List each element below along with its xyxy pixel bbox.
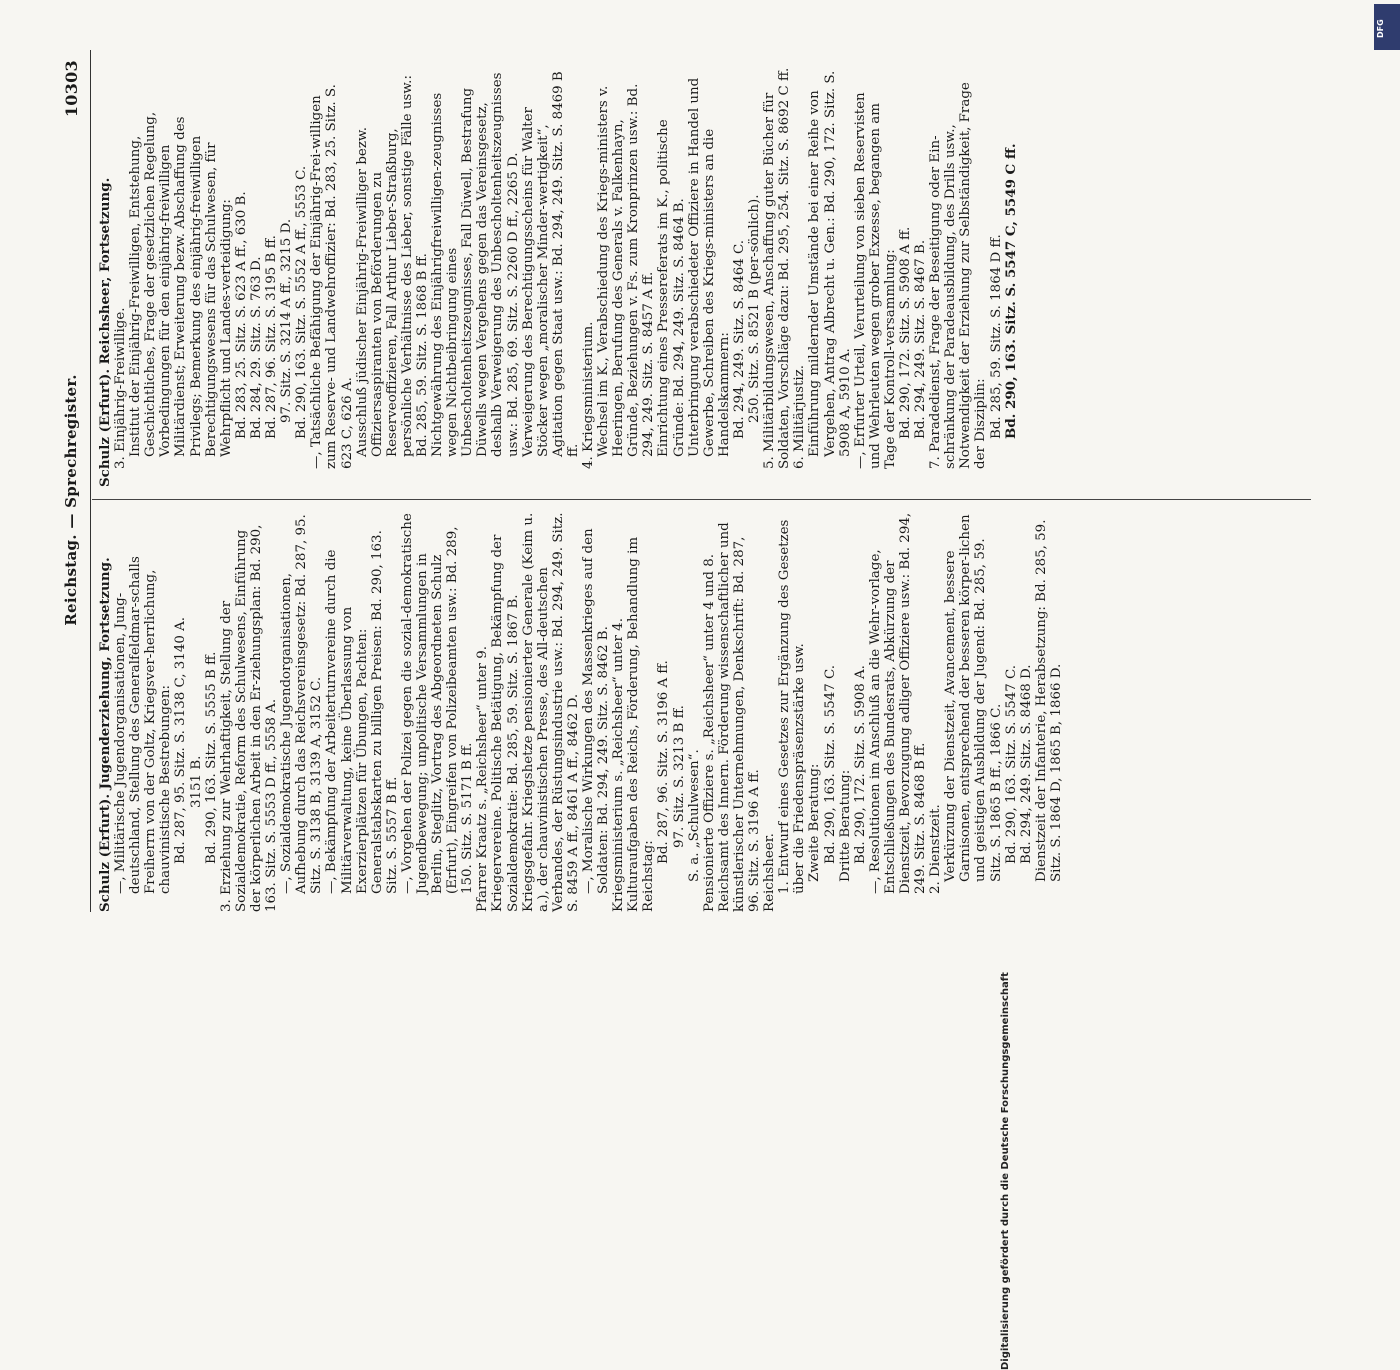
index-entry: Schulz (Erfurt). Jugenderziehung, Fortsetzung.: [97, 557, 113, 912]
index-entry: Pfarrer Kraatz s. „Reichsheer“ unter 9.: [475, 646, 491, 912]
index-entry: 3. Erziehung zur Wehrhaftigkeit, Stellung der Sozialdemokratie, Reform des Schulwesens, Einführung der körperlichen Arbeit in den Er-ziehungsplan: Bd. 290, 163. Sitz. S. 5553 D ff., 5558 A.: [218, 524, 280, 912]
index-entry: —, Moralische Wirkungen des Massenkrieges auf den Soldaten: Bd. 294, 249. Sitz. S. 8462 B.: [581, 528, 612, 894]
index-entry: Kriegsgefahr. Kriegshetze pensionierter Generale (Keim u. a.), der chauvinistischen Presse, des All-deutschen Verbandes, der Rüstungsindustrie usw.: Bd. 294, 249. Sitz. S. 8459 A ff., 8461 A ff., 8462 D.: [520, 512, 581, 912]
index-entry: Dritte Beratung:: [837, 769, 853, 882]
page-number: 10303: [62, 60, 81, 118]
index-entry: Bd. 290, 172. Sitz. S. 5908 A ff.: [897, 226, 913, 439]
index-entry: Zweite Beratung:: [807, 763, 823, 882]
index-entry: —, Resolutionen im Anschluß an die Wehr-vorlage, Entschließungen des Bundesrats, Abkürzung der Dienstzeit, Bevorzugung adliger Offiziere usw.: Bd. 294, 249. Sitz. S. 8468 B ff.: [867, 512, 929, 894]
header-rule: [90, 50, 91, 912]
index-entry: 1. Entwurf eines Gesetzes zur Ergänzung des Gesetzes über die Friedenspräsenzstärke usw.: [777, 519, 808, 894]
index-entry: Institut der Einjährig-Freiwilligen, Entstehung, Geschichtliches, Frage der gesetzlichen Regelung, Vorbedingungen für den einjährig-freiwilligen Militärdienst; Erweiterung bezw. Abschaffung des Privilegs; Bemerkung des einjährig-freiwilligen Berechtigungswesens für das Schulwesen, für Wehrpflicht und Landes-verteidigung:: [128, 111, 234, 457]
index-entry: 4. Kriegsministerium.: [581, 321, 596, 469]
index-entry: Bd. 290, 163. Sitz. S. 5555 B ff.: [203, 651, 219, 864]
index-entry: Pensionierte Offiziere s. „Reichsheer“ unter 4 und 8.: [701, 553, 717, 912]
index-entry: 2. Dienstzeit.: [928, 804, 944, 894]
index-entry: Schulz (Erfurt). Reichsheer, Fortsetzung.: [97, 177, 113, 487]
index-entry: —, Tatsächliche Befähigung der Einjährig-Frei-willigen zum Reserve- und Landwehroffizier: Bd. 283, 25. Sitz. S. 623 C, 626 A.: [309, 84, 355, 469]
index-entry: Dienstzeit der Infanterie, Herabsetzung: Bd. 285, 59. Sitz. S. 1864 D, 1865 B, 1866 D.: [1033, 519, 1064, 882]
column-divider: [92, 499, 1311, 500]
index-entry: 3151 B.: [188, 755, 204, 808]
digitization-credit: Digitalisierung gefördert durch die Deutsche Forschungsgemeinschaft: [1000, 972, 1011, 1370]
index-entry: 97. Sitz. S. 3213 B ff.: [671, 705, 687, 848]
index-entry: Kriegsministerium s. „Reichsheer“ unter 4.: [611, 618, 627, 912]
dfg-logo: [1374, 4, 1400, 50]
index-entry: Nichtgewährung des Einjährigfreiwilligen-zeugnisses wegen Nichtbeibringung eines Unbescholtenheitszeugnisses, Fall Düwell, Bestrafung Düwells wegen Vergehens gegen das Vereinsgesetz, deshalb Verweigerung des Unbescholtenheitszeugnisses usw.: Bd. 285, 69. Sitz. S. 2260 D ff., 2265 D.: [430, 72, 521, 457]
index-entry: 5. Militärbildungswesen, Anschaffung guter Bücher für Soldaten, Vorschläge dazu: Bd. 295, 254. Sitz. S. 8692 C ff.: [762, 67, 793, 469]
index-entry: Ausschluß jüdischer Einjährig-Freiwilliger bezw. Offiziersaspiranten von Beförderungen zu Reserveoffizieren, Fall Arthur Lieber-Straßburg, persönliche Verhältnisse des Lieber, sonstige Fälle usw.: Bd. 285, 59. Sitz. S. 1868 B ff.: [354, 75, 430, 457]
left-column: [98, 512, 1064, 912]
index-entry: Bd. 284, 29. Sitz. S. 763 D.: [248, 256, 264, 439]
index-entry: Bd. 290, 163. Sitz. S. 5547 C.: [822, 664, 838, 864]
right-column: [98, 67, 1019, 487]
index-entry: Bd. 287, 96. Sitz. S. 3196 A ff.: [656, 660, 672, 864]
index-entry: —, Sozialdemokratische Jugendorganisationen, Aufhebung durch das Reichsvereinsgesetz: Bd. 287, 95. Sitz. S. 3138 B, 3139 A, 3152 C.: [279, 514, 325, 894]
index-entry: Unterbringung verabschiedeter Offiziere in Handel und Gewerbe, Schreiben des Kriegs-ministers an die Handelskammern:: [686, 77, 732, 457]
index-entry: Einrichtung eines Pressereferats im K., politische Gründe: Bd. 294, 249. Sitz. S. 8464 B.: [656, 119, 687, 457]
index-entry: Verkürzung der Dienstzeit, Avancement, bessere Garnisonen, entsprechend der besseren körper-lichen und geistigen Ausbildung der Jugend: Bd. 285, 59. Sitz. S. 1865 B ff., 1866 C.: [943, 514, 1004, 882]
index-entry: Bd. 290, 163. Sitz. S. 5552 A ff., 5553 C.: [294, 165, 310, 439]
index-entry: 6. Militärjustiz.: [792, 365, 808, 469]
index-entry: Bd. 287, 96. Sitz. S. 3195 B ff.: [264, 235, 280, 439]
index-entry: Reichsheer.: [762, 833, 778, 912]
index-entry: Bd. 294, 249. Sitz. S. 8464 C.: [731, 239, 747, 439]
index-entry: Bd. 294, 249. Sitz. S. 8467 B.: [913, 239, 929, 439]
index-entry: Bd. 285, 59. Sitz. S. 1864 D ff.: [988, 234, 1004, 439]
index-entry: Bd. 290, 163. Sitz. S. 5547 C.: [1003, 664, 1019, 864]
index-entry: Bd. 290, 163. Sitz. S. 5547 C, 5549 C ff.: [1002, 143, 1019, 439]
index-entry: 3. Einjährig-Freiwillige.: [113, 307, 129, 469]
index-entry: Bd. 290, 172. Sitz. S. 5908 A.: [852, 665, 868, 864]
index-entry: 7. Paradedienst, Frage der Beseitigung oder Ein-schränkung der Paradeausbildung, des Drills usw., Notwendigkeit der Erziehung zur Selbständigkeit, Frage der Disziplin:: [928, 82, 989, 469]
running-head-title: Reichstag. — Sprechregister.: [62, 374, 80, 626]
index-entry: Einführung mildernder Umstände bei einer Reihe von Vergehen, Antrag Albrecht u. Gen.: Bd. 290, 172. Sitz. S. 5908 A, 5910 A.: [807, 70, 853, 457]
index-entry: —, Erfurter Urteil, Verurteilung von sieben Reservisten und Wehrleuten wegen grober Exzesse, begangen am Tage der Kontroll-versammlung:: [852, 92, 898, 469]
index-entry: Wechsel im K., Verabschiedung des Kriegs-ministers v. Heeringen, Berufung des Generals v. Falkenhayn, Gründe, Beziehungen v. Fs. zum Kronprinzen usw.: Bd. 294, 249. Sitz. S. 8457 A ff.: [596, 83, 657, 457]
index-entry: 250. Sitz. S. 8521 B (per-sönlich).: [747, 194, 763, 423]
index-entry: Kriegervereine. Politische Betätigung, Bekämpfung der Sozialdemokratie: Bd. 285, 59. Sitz. S. 1867 B.: [490, 534, 521, 912]
index-entry: Bd. 287, 95. Sitz. S. 3138 C, 3140 A.: [173, 616, 189, 864]
index-entry: —, Bekämpfung der Arbeiterturnvereine durch die Militärverwaltung, keine Überlassung von Exerzierplätzen für Übungen, Pachten: Generalstabskarten zu billigen Preisen: Bd. 290, 163. Sitz. S. 5557 B ff.: [324, 530, 400, 894]
index-entry: Kulturaufgaben des Reichs, Förderung, Behandlung im Reichstag:: [626, 536, 657, 912]
index-entry: Verweigerung des Berechtigungsscheins für Walter Stöcker wegen „moralischer Minder-wertigkeit“, Agitation gegen Staat usw.: Bd. 294, 249. Sitz. S. 8469 B ff.: [520, 71, 581, 457]
index-entry: —, Militärische Jugendorganisationen, Jung-deutschland, Stellung des Generalfeldmar-schalls Freiherrn von der Goltz, Kriegsver-herrlichung, chauvinistische Bestrebungen:: [113, 556, 174, 894]
index-entry: —, Vorgehen der Polizei gegen die sozial-demokratische Jugendbewegung; unpolitische Versammlungen in Berlin, Steglitz, Vortrag des Abgeordneten Schulz (Erfurt), Eingreifen von Polizeibeamten usw.: Bd. 289, 150. Sitz. S. 5171 B ff.: [399, 513, 476, 894]
dfg-logo-text: DFG: [1376, 19, 1385, 38]
index-entry: Bd. 294, 249. Sitz. S. 8468 D.: [1018, 664, 1034, 864]
index-entry: S. a. „Schulwesen“.: [686, 749, 702, 882]
running-head: [62, 0, 86, 1000]
index-entry: Bd. 283, 25. Sitz. S. 623 A ff., 630 B.: [233, 191, 249, 439]
index-entry: 97. Sitz. S. 3214 A ff., 3215 D.: [279, 218, 295, 423]
index-entry: Reichsamt des Innern. Förderung wissenschaftlicher und künstlerischer Unternehmungen, Denkschrift: Bd. 287, 96. Sitz. S. 3196 A ff.: [716, 522, 763, 912]
